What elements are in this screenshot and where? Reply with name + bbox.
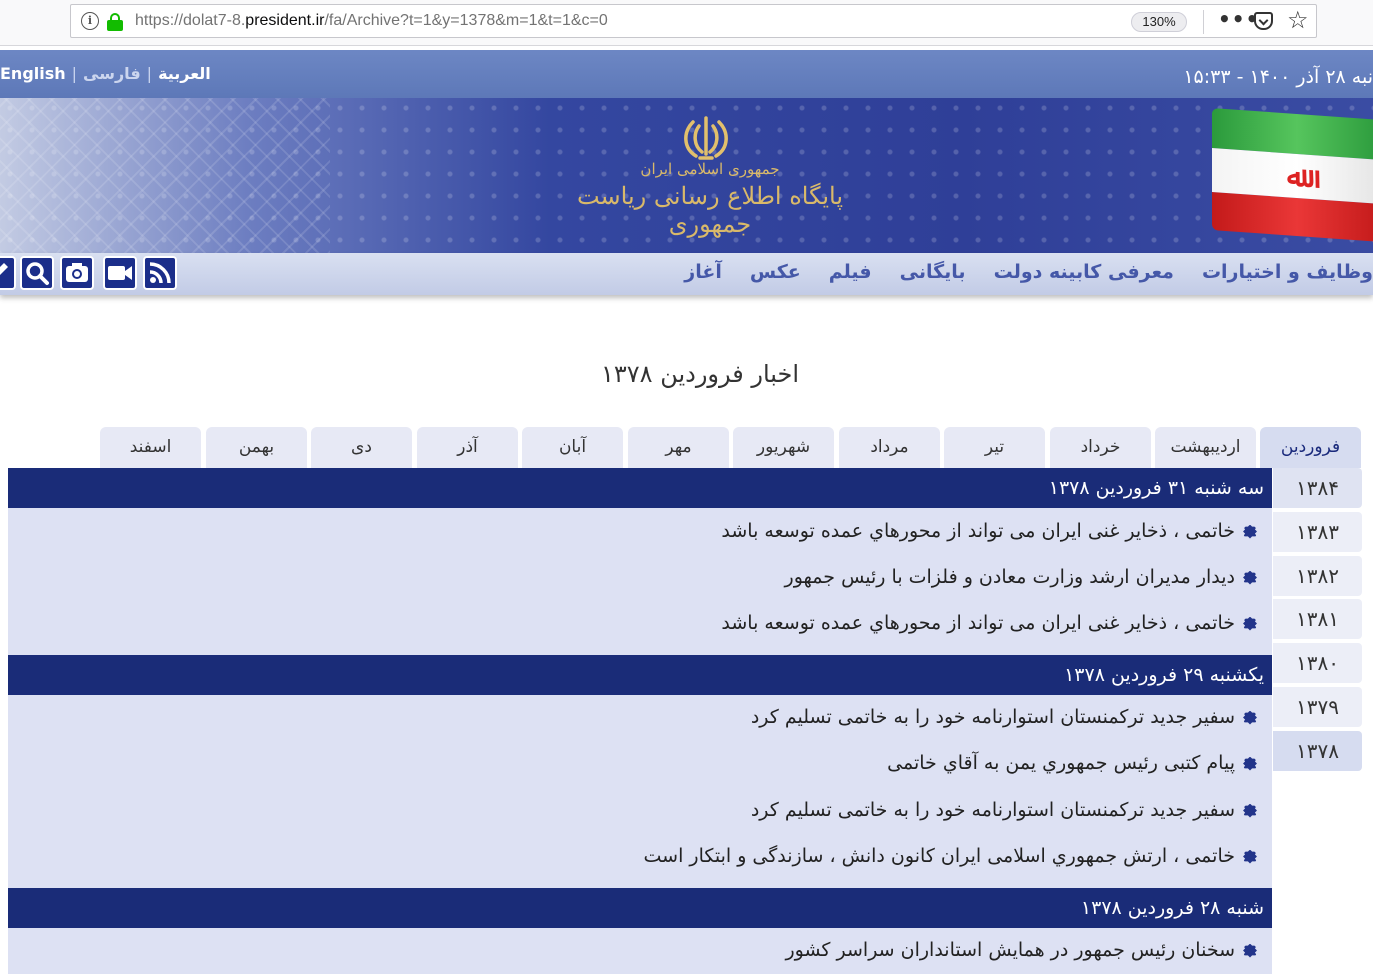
- current-datetime: نبه ۲۸ آذر ۱۴۰۰ - ۱۵:۳۳: [1183, 66, 1373, 88]
- banner-pattern: [0, 98, 330, 253]
- tab-month-mordad[interactable]: مرداد: [839, 427, 940, 468]
- tab-year-1382[interactable]: ۱۳۸۲: [1273, 556, 1362, 596]
- tab-year-1381[interactable]: ۱۳۸۱: [1273, 599, 1362, 639]
- news-item-link[interactable]: خاتمی ، ذخایر غنی ایران می تواند از محورهاي عمده توسعه باشد: [721, 612, 1257, 634]
- tab-month-esfand[interactable]: اسفند: [100, 427, 201, 468]
- bullet-icon: [1243, 525, 1257, 539]
- site-top-strip: [0, 50, 1373, 98]
- login-icon[interactable]: [0, 256, 16, 290]
- news-list: [8, 468, 1272, 974]
- main-nav-links: [656, 261, 1373, 283]
- day-header: یکشنبه ۲۹ فروردین ۱۳۷۸: [8, 655, 1272, 695]
- toolbar-divider: [1203, 10, 1204, 34]
- main-nav-bar: [0, 253, 1373, 295]
- news-item-link[interactable]: دیدار مدیران ارشد وزارت معادن و فلزات با رئیس جمهور: [785, 566, 1257, 588]
- pocket-icon[interactable]: [1254, 12, 1273, 30]
- nav-item-duties[interactable]: وظایف و اختیارات: [1201, 261, 1373, 283]
- tab-year-1384[interactable]: ۱۳۸۴: [1273, 468, 1362, 508]
- lang-separator: |: [146, 64, 153, 83]
- lang-english-link[interactable]: English: [0, 64, 66, 83]
- month-tabs: [100, 427, 1362, 468]
- news-item-link[interactable]: سفیر جدید ترکمنستان استوارنامه خود را به خاتمی تسلیم کرد: [751, 706, 1257, 728]
- bullet-icon: [1243, 571, 1257, 585]
- nav-item-photo[interactable]: عکس: [749, 261, 801, 283]
- tab-month-ordibehesht[interactable]: اردیبهشت: [1155, 427, 1256, 468]
- tab-month-shahrivar[interactable]: شهریور: [733, 427, 834, 468]
- iran-emblem-icon: [680, 114, 732, 164]
- day-header: شنبه ۲۸ فروردین ۱۳۷۸: [8, 888, 1272, 928]
- tab-year-1380[interactable]: ۱۳۸۰: [1273, 643, 1362, 683]
- lang-separator: |: [71, 64, 78, 83]
- nav-item-archive[interactable]: بایگانی: [899, 261, 966, 283]
- search-icon[interactable]: [20, 256, 54, 290]
- bullet-icon: [1243, 617, 1257, 631]
- bullet-icon: [1243, 944, 1257, 958]
- tab-month-azar[interactable]: آذر: [417, 427, 518, 468]
- day-header: سه شنبه ۳۱ فروردین ۱۳۷۸: [8, 468, 1272, 508]
- camera-icon[interactable]: [60, 256, 94, 290]
- tab-month-mehr[interactable]: مهر: [628, 427, 729, 468]
- bullet-icon: [1243, 804, 1257, 818]
- tab-month-dey[interactable]: دی: [311, 427, 412, 468]
- page-actions-icon[interactable]: •••: [1218, 7, 1260, 31]
- nav-item-home[interactable]: آغاز: [684, 261, 722, 283]
- bookmark-star-icon[interactable]: ☆: [1287, 6, 1309, 34]
- tab-year-1378[interactable]: ۱۳۷۸: [1273, 731, 1362, 771]
- news-item-link[interactable]: خاتمی ، ذخایر غنی ایران می تواند از محورهاي عمده توسعه باشد: [721, 520, 1257, 542]
- url-text[interactable]: https://dolat7-8.president.ir/fa/Archive?t=1&y=1378&m=1&t=1&c=0: [135, 12, 608, 29]
- site-banner: [0, 98, 1373, 253]
- slogan-line1: جمهوری اسلامی ایران: [640, 160, 780, 178]
- tab-month-aban[interactable]: آبان: [522, 427, 623, 468]
- nav-icon-buttons: [0, 256, 180, 292]
- bullet-icon: [1243, 711, 1257, 725]
- video-icon[interactable]: [103, 256, 137, 290]
- address-bar[interactable]: [70, 4, 1317, 38]
- lock-icon[interactable]: [107, 13, 123, 31]
- bullet-icon: [1243, 757, 1257, 771]
- tab-month-farvardin[interactable]: فروردین: [1260, 427, 1361, 468]
- tab-year-1379[interactable]: ۱۳۷۹: [1273, 687, 1362, 727]
- zoom-level-badge[interactable]: 130%: [1131, 12, 1187, 32]
- lang-farsi-link[interactable]: فارسی: [83, 64, 141, 83]
- nav-item-film[interactable]: فیلم: [828, 261, 872, 283]
- news-item-link[interactable]: خاتمی ، ارتش جمهوري اسلامی ایران کانون دانش ، سازندگی و ابتکار است: [644, 845, 1258, 867]
- lang-arabic-link[interactable]: العربية: [158, 64, 211, 83]
- page-title: اخبار فروردین ۱۳۷۸: [601, 360, 799, 388]
- rss-icon[interactable]: [143, 256, 177, 290]
- tab-month-khordad[interactable]: خرداد: [1050, 427, 1151, 468]
- language-switcher: [0, 64, 211, 83]
- tab-year-1383[interactable]: ۱۳۸۳: [1273, 512, 1362, 552]
- tab-month-tir[interactable]: تیر: [944, 427, 1045, 468]
- browser-toolbar: [0, 0, 1373, 46]
- news-item-link[interactable]: سفیر جدید ترکمنستان استوارنامه خود را به خاتمی تسلیم کرد: [751, 799, 1257, 821]
- nav-item-cabinet[interactable]: معرفی کابینه دولت: [993, 261, 1174, 283]
- news-item-link[interactable]: پیام کتبی رئیس جمهوري یمن به آقاي خاتمی: [887, 752, 1257, 774]
- slogan-line2: پایگاه اطلاع رسانی ریاست جمهوری: [576, 182, 844, 238]
- news-item-link[interactable]: سخنان رئیس جمهور در همایش استانداران سراسر کشور: [785, 939, 1257, 961]
- bullet-icon: [1243, 850, 1257, 864]
- site-slogan: [560, 160, 860, 238]
- tab-month-bahman[interactable]: بهمن: [206, 427, 307, 468]
- info-icon[interactable]: i: [81, 12, 99, 30]
- iran-flag-image: ﷲ: [1212, 108, 1373, 248]
